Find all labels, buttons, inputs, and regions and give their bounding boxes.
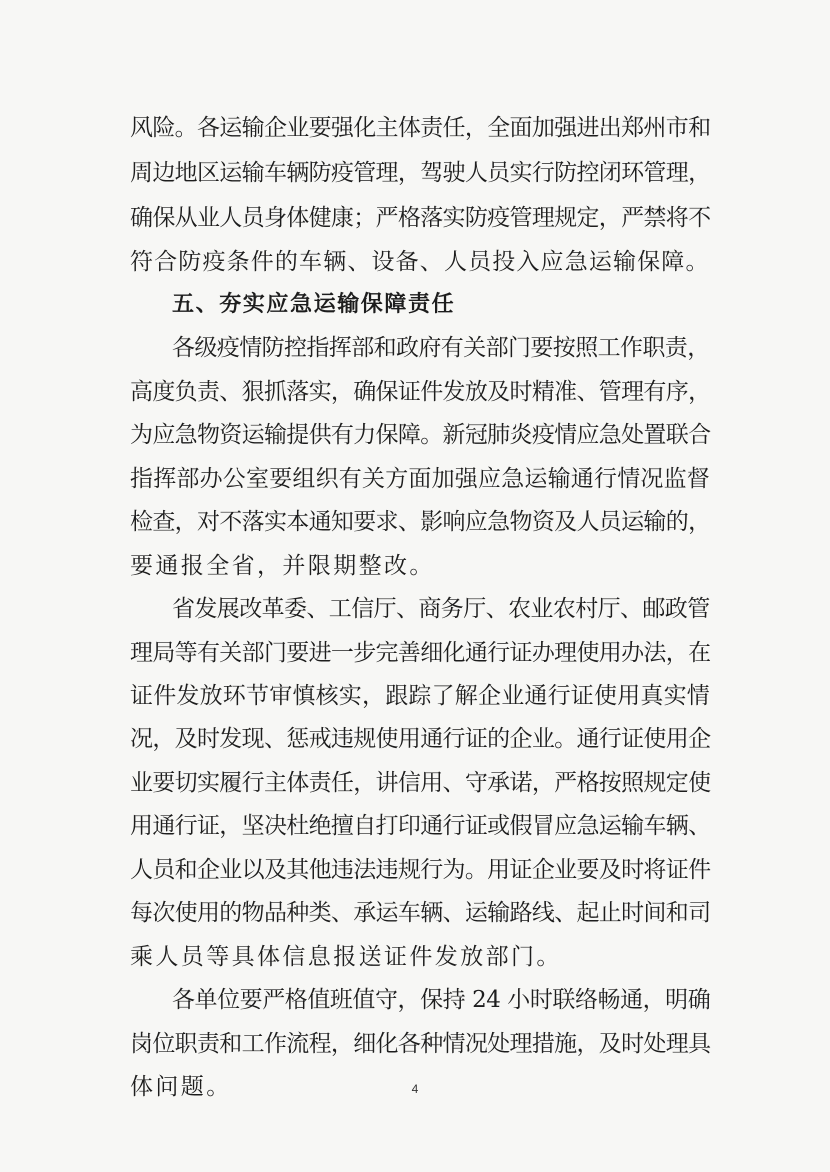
text-line: 理局等有关部门要进一步完善细化通行证办理使用办法，在 bbox=[130, 640, 711, 666]
text-line: 人员和企业以及其他违法违规行为。用证企业要及时将证件 bbox=[130, 857, 711, 883]
text-line: 用通行证，坚决杜绝擅自打印通行证或假冒应急运输车辆、 bbox=[130, 813, 711, 839]
text-line: 每次使用的物品种类、承运车辆、运输路线、起止时间和司 bbox=[130, 900, 711, 926]
text-line: 体问题。 bbox=[130, 1074, 232, 1100]
text-line: 况，及时发现、惩戒违规使用通行证的企业。通行证使用企 bbox=[130, 726, 711, 752]
page-number: 4 bbox=[411, 1082, 419, 1096]
text-line: 高度负责、狠抓落实，确保证件发放及时精准、管理有序， bbox=[130, 379, 711, 405]
text-line: 风险。各运输企业要强化主体责任，全面加强进出郑州市和 bbox=[130, 115, 711, 141]
text-line: 周边地区运输车辆防疫管理，驾驶人员实行防控闭环管理， bbox=[130, 160, 711, 186]
text-line: 指挥部办公室要组织有关方面加强应急运输通行情况监督 bbox=[130, 466, 710, 492]
text-line: 要通报全省，并限期整改。 bbox=[130, 553, 435, 579]
paragraph-first-line: 省发展改革委、工信厅、商务厅、农业农村厅、邮政管 bbox=[172, 596, 710, 622]
text-line: 业要切实履行主体责任，讲信用、守承诺，严格按照规定使 bbox=[130, 770, 711, 796]
text-line: 证件发放环节审慎核实，跟踪了解企业通行证使用真实情 bbox=[130, 683, 710, 709]
text-line: 符合防疫条件的车辆、设备、人员投入应急运输保障。 bbox=[130, 249, 710, 275]
text-line: 检查，对不落实本通知要求、影响应急物资及人员运输的， bbox=[130, 509, 711, 535]
text-line: 为应急物资运输提供有力保障。新冠肺炎疫情应急处置联合 bbox=[130, 422, 711, 448]
paragraph-first-line: 各单位要严格值班值守，保持 24 小时联络畅通，明确 bbox=[172, 987, 711, 1013]
text-line: 确保从业人员身体健康；严格落实防疫管理规定，严禁将不 bbox=[130, 205, 711, 231]
paragraph-first-line: 各级疫情防控指挥部和政府有关部门要按照工作职责， bbox=[172, 335, 710, 361]
section-heading: 五、夯实应急运输保障责任 bbox=[172, 292, 456, 317]
text-line: 乘人员等具体信息报送证件发放部门。 bbox=[130, 944, 562, 970]
text-line: 岗位职责和工作流程，细化各种情况处理措施，及时处理具 bbox=[130, 1031, 711, 1057]
